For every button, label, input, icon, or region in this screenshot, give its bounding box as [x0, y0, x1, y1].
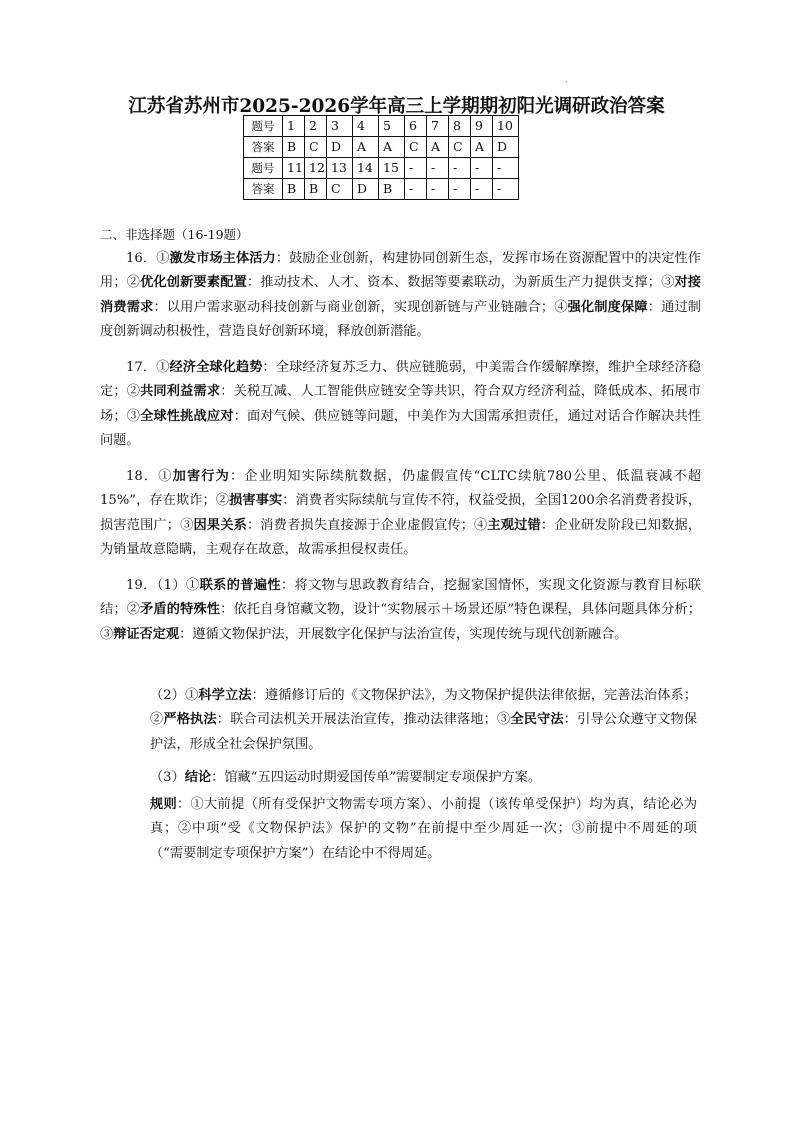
table-cell: 5 [379, 116, 405, 137]
table-cell: C [405, 137, 427, 158]
row-label: 答案 [244, 179, 283, 200]
question-19-part-2: （2）①科学立法：遵循修订后的《文物保护法》，为文物保护提供法律依据，完善法治体系；②严格执法：联合司法机关开展法治宣传，推动法律落地；③全民守法：引导公众遵守文物保护法，形成全社会保护氛围。 [150, 688, 698, 752]
table-cell: - [471, 158, 493, 179]
table-cell: 14 [353, 158, 379, 179]
table-cell: - [471, 179, 493, 200]
table-cell: - [427, 179, 449, 200]
keyword: 规则 [150, 797, 178, 812]
table-cell: A [471, 137, 493, 158]
table-cell: B [379, 179, 405, 200]
table-cell: D [493, 137, 519, 158]
answer-table [243, 115, 519, 200]
row-label: 答案 [244, 137, 283, 158]
question-16-answer: 16．①激发市场主体活力：鼓励企业创新，构建协同创新生态，发挥市场在资源配置中的决定性作用；②优化创新要素配置：推动技术、人才、资本、数据等要素联动，为新质生产力提供支撑；③对接消费需求：以用户需求驱动科技创新与商业创新，实现创新链与产业链融合；④强化制度保障：通过制度创新调动积极性，营造良好创新环境，释放创新潜能。 [100, 251, 702, 340]
row-label: 题号 [244, 116, 283, 137]
table-cell: C [327, 179, 353, 200]
table-row-questions-1 [244, 116, 519, 137]
table-cell: A [427, 137, 449, 158]
table-cell: 10 [493, 116, 519, 137]
keyword: 损害事实 [229, 493, 283, 509]
table-cell: B [283, 179, 305, 200]
table-row-questions-2 [244, 158, 519, 179]
table-cell: 2 [305, 116, 327, 137]
keyword: 共同利益需求 [140, 384, 221, 400]
table-cell: - [493, 158, 519, 179]
table-cell: 3 [327, 116, 353, 137]
table-cell: 11 [283, 158, 305, 179]
question-19-rules: 规则：①大前提（所有受保护文物需专项方案）、小前提（该传单受保护）均为真，结论必为真；②中项“受《文物保护法》保护的文物”在前提中至少周延一次；③前提中不周延的项（“需要制定专项保护方案”）在结论中不得周延。 [150, 797, 698, 861]
corner-mark: · [565, 78, 568, 87]
keyword: 主观过错 [487, 517, 541, 533]
table-cell: - [427, 158, 449, 179]
keyword: 激发市场主体活力 [169, 251, 276, 266]
table-cell: 7 [427, 116, 449, 137]
keyword: 矛盾的特殊性 [140, 602, 221, 618]
table-cell: - [405, 158, 427, 179]
table-cell: C [449, 137, 471, 158]
keyword: 严格执法 [163, 712, 217, 728]
table-cell: - [493, 179, 519, 200]
table-cell: A [353, 137, 379, 158]
table-cell: D [353, 179, 379, 200]
keyword: 强化制度保障 [567, 299, 648, 315]
table-cell: - [405, 179, 427, 200]
question-19-part-1: 19．（1）①联系的普遍性：将文物与思政教育结合，挖掘家国情怀，实现文化资源与教育目标联结；②矛盾的特殊性：依托自身馆藏文物，设计“实物展示＋场景还原”特色课程，具体问题具体分析；③辩证否定观：遵循文物保护法，开展数字化保护与法治宣传，实现传统与现代创新融合。 [100, 578, 702, 642]
keyword: 联系的普遍性 [199, 578, 281, 593]
section-heading: 二、非选择题（16-19题） [100, 227, 249, 242]
keyword: 科学立法 [198, 688, 252, 703]
keyword: 加害行为 [172, 469, 230, 484]
table-cell: 13 [327, 158, 353, 179]
table-cell: 15 [379, 158, 405, 179]
question-17-answer: 17．①经济全球化趋势：全球经济复苏乏力、供应链脆弱，中美需合作缓解摩擦，维护全球经济稳定；②共同利益需求：关税互减、人工智能供应链安全等共识，符合双方经济利益，降低成本、拓展市场；③全球性挑战应对：面对气候、供应链等问题，中美作为大国需承担责任，通过对话合作解决共性问题。 [100, 360, 702, 449]
keyword: 对接消费需求 [100, 275, 701, 315]
keyword: 优化创新要素配置 [140, 275, 247, 291]
table-cell: B [305, 179, 327, 200]
table-cell: 6 [405, 116, 427, 137]
table-cell: 12 [305, 158, 327, 179]
keyword: 辩证否定观 [113, 626, 180, 642]
row-label: 题号 [244, 158, 283, 179]
table-cell: C [305, 137, 327, 158]
question-18-answer: 18．①加害行为：企业明知实际续航数据，仍虚假宣传“CLTC续航780公里、低温衰减不超15%”，存在欺诈；②损害事实：消费者实际续航与宣传不符，权益受损，全国1200余名消费者投诉，损害范围广；③因果关系：消费者损失直接源于企业虚假宣传；④主观过错：企业研发阶段已知数据，为销量故意隐瞒，主观存在故意，故需承担侵权责任。 [100, 469, 702, 558]
keyword: 全球性挑战应对 [140, 408, 234, 424]
question-19-part-3: （3）结论：馆藏“五四运动时期爱国传单”需要制定专项保护方案。 [150, 770, 542, 785]
table-cell: 4 [353, 116, 379, 137]
table-cell: B [283, 137, 305, 158]
table-cell: - [449, 158, 471, 179]
table-cell: D [327, 137, 353, 158]
keyword: 全民守法 [510, 712, 564, 728]
table-cell: A [379, 137, 405, 158]
table-cell: 9 [471, 116, 493, 137]
keyword: 结论 [184, 770, 212, 785]
keyword: 经济全球化趋势 [169, 360, 263, 375]
table-cell: - [449, 179, 471, 200]
table-cell: 1 [283, 116, 305, 137]
keyword: 因果关系 [193, 517, 247, 533]
table-row-answers-1 [244, 137, 519, 158]
document-title: 江苏省苏州市2025-2026学年高三上学期期初阳光调研政治答案 [128, 96, 665, 117]
table-cell: 8 [449, 116, 471, 137]
table-row-answers-2 [244, 179, 519, 200]
